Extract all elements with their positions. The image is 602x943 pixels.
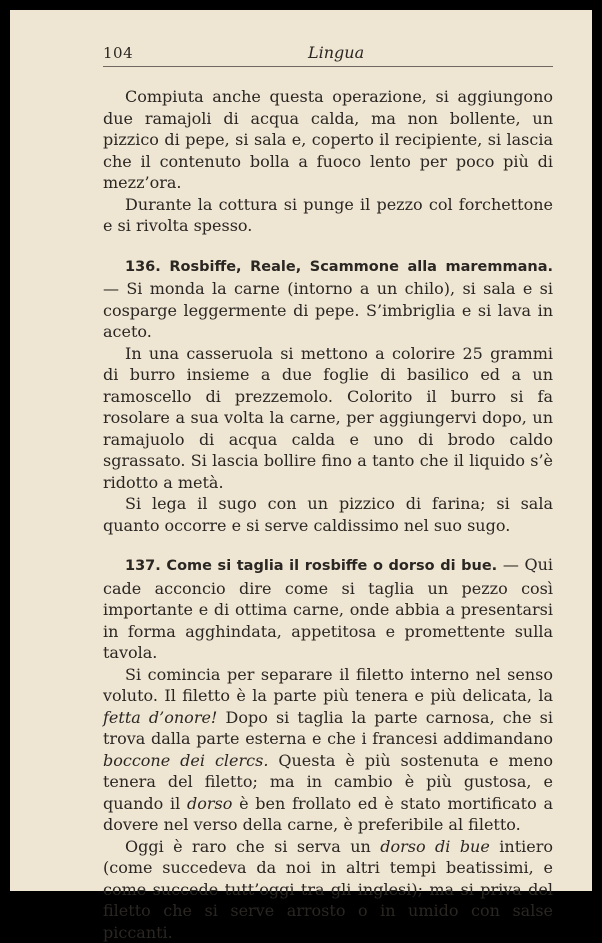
recipe-137-text-c: Questa è più sostenuta e meno tenera del filetto; ma in cambio è più gustosa, e quando il [103,751,553,813]
recipe-136-intro [103,255,553,343]
recipe-136-title: Rosbiffe, Reale, Scammone alla maremmana. [169,259,553,275]
recipe-137-number: 137. [125,558,161,574]
recipe-137-intro [103,554,553,664]
italic-fetta-donore: fetta d’onore! [103,708,217,727]
recipe-137-intro-text: — Qui cade acconcio dire come si taglia un pezzo così importante e di ottima carne, onde abbia a presentarsi in forma agghindata, appetitosa e promettente sulla tavola. [103,555,553,662]
recipe-137-cutting [103,664,553,836]
recipe-137-text-d: è ben frollato ed è stato mortificato a dovere nel verso della carne, è preferibile al filetto. [103,794,553,835]
paragraph-compiuta: Compiuta anche questa operazione, si aggiungono due ramajoli di acqua calda, ma non bollente, un pizzico di pepe, si sala e, coperto il recipiente, si lascia che il contenuto bolla a fuoco lento per poco più di mezz’ora. [103,86,553,194]
italic-dorso: dorso [187,794,232,813]
italic-boccone-dei-clercs: boccone dei clercs. [103,751,268,770]
page-header [103,36,553,67]
italic-dorso-di-bue: dorso di bue [380,837,490,856]
page-number: 104 [103,44,133,62]
recipe-136-sauce: Si lega il sugo con un pizzico di farina; si sala quanto occorre e si serve caldissimo nel suo sugo. [103,493,553,536]
recipe-137-serving-b: intiero (come succedeva da noi in altri tempi beatissimi, e come succede tutt’oggi tra gli inglesi); ma si priva del filetto che si serve arrosto o in umido con salse piccanti. [103,837,553,942]
recipe-136-number: 136. [125,259,161,275]
recipe-137-title: Come si taglia il rosbiffe o dorso di bue. [166,558,497,574]
recipe-136-intro-text: — Si monda la carne (intorno a un chilo), si sala e si cosparge leggermente di pepe. S’imbriglia e si lava in aceto. [103,279,553,341]
page-body [103,86,553,943]
book-page [10,10,592,891]
recipe-137-text-a: Si comincia per separare il filetto interno nel senso voluto. Il filetto è la parte più tenera e più delicata, la [103,665,553,706]
running-title: Lingua [308,43,364,62]
recipe-137 [103,554,553,943]
recipe-137-text-b: Dopo si taglia la parte carnosa, che si trova dalla parte esterna e che i francesi addimandano [103,708,553,749]
recipe-136 [103,255,553,537]
recipe-136-method: In una casseruola si mettono a colorire 25 grammi di burro insieme a due foglie di basilico ed a un ramoscello di prezzemolo. Colorito il burro si fa rosolare a sua volta la carne, per aggiungervi dopo, un ramajuolo di acqua calda e uno di brodo caldo sgrassato. Si lascia bollire fino a tanto che il liquido s’è ridotto a metà. [103,343,553,494]
paragraph-durante: Durante la cottura si punge il pezzo col forchettone e si rivolta spesso. [103,194,553,237]
recipe-137-serving-a: Oggi è raro che si serva un [125,837,380,856]
recipe-137-serving [103,836,553,943]
